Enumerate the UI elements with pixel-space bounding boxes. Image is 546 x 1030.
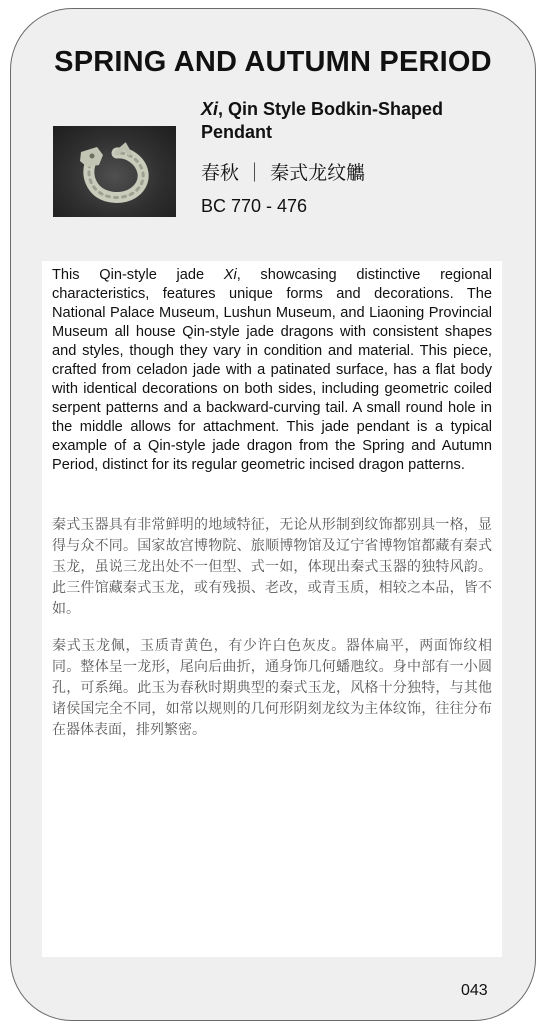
- description-panel: [42, 261, 502, 957]
- object-chinese-title: 春秋 ｜ 秦式龙纹觿: [201, 162, 366, 184]
- page-number: 043: [461, 982, 488, 999]
- jade-pendant-photo: [53, 126, 176, 217]
- object-name: [201, 98, 501, 144]
- english-description-italic: Xi: [223, 267, 237, 283]
- object-name-rest: , Qin Style Bodkin-Shaped Pendant: [201, 99, 444, 142]
- chinese-description-paragraph-1: 秦式玉器具有非常鲜明的地域特征，无论从形制到纹饰都别具一格，显得与众不同。国家故宫博物院、旅顺博物馆及辽宁省博物馆都藏有秦式玉龙，虽说三龙出处不一但型、式一如，体现出秦式玉器的独特风韵。此三件馆藏秦式玉龙，或有残损、老改，或青玉质，相较之本品，皆不如。: [52, 517, 492, 617]
- english-description: [52, 266, 492, 475]
- chinese-description-paragraph-2: 秦式玉龙佩，玉质青黄色，有少许白色灰皮。器体扁平，两面饰纹相同。整体呈一龙形，尾向后曲折，通身饰几何蟠虺纹。身中部有一小圆孔，可系绳。此玉为春秋时期典型的秦式玉龙，风格十分独特，与其他诸侯国完全不同，如常以规则的几何形阴刻龙纹为主体纹饰，往往分布在器体表面，排列繁密。: [52, 638, 492, 738]
- page-title: SPRING AND AUTUMN PERIOD: [54, 46, 492, 78]
- english-description-part1: This Qin-style jade: [52, 267, 224, 283]
- jade-pendant-image: [53, 126, 176, 217]
- object-name-italic: Xi: [201, 99, 219, 119]
- object-date: BC 770 - 476: [201, 196, 308, 216]
- english-description-part2: , showcasing distinctive regional characteristics, features unique forms and decorations. The National Palace Museum, Lushun Museum, and Liaoning Provincial Museum all house Qin-style jade dragons with consistent shapes and styles, though they vary in condition and material. This piece, crafted from celadon jade with a patinated surface, has a flat body with identical decorations on both sides, including geometric coiled serpent patterns and a backward-curving tail. A small round hole in the middle allows for attachment. This jade pendant is a typical example of a Qin-style jade dragon from the Spring and Autumn Period, distinct for its regular geometric incised dragon patterns.: [52, 267, 492, 473]
